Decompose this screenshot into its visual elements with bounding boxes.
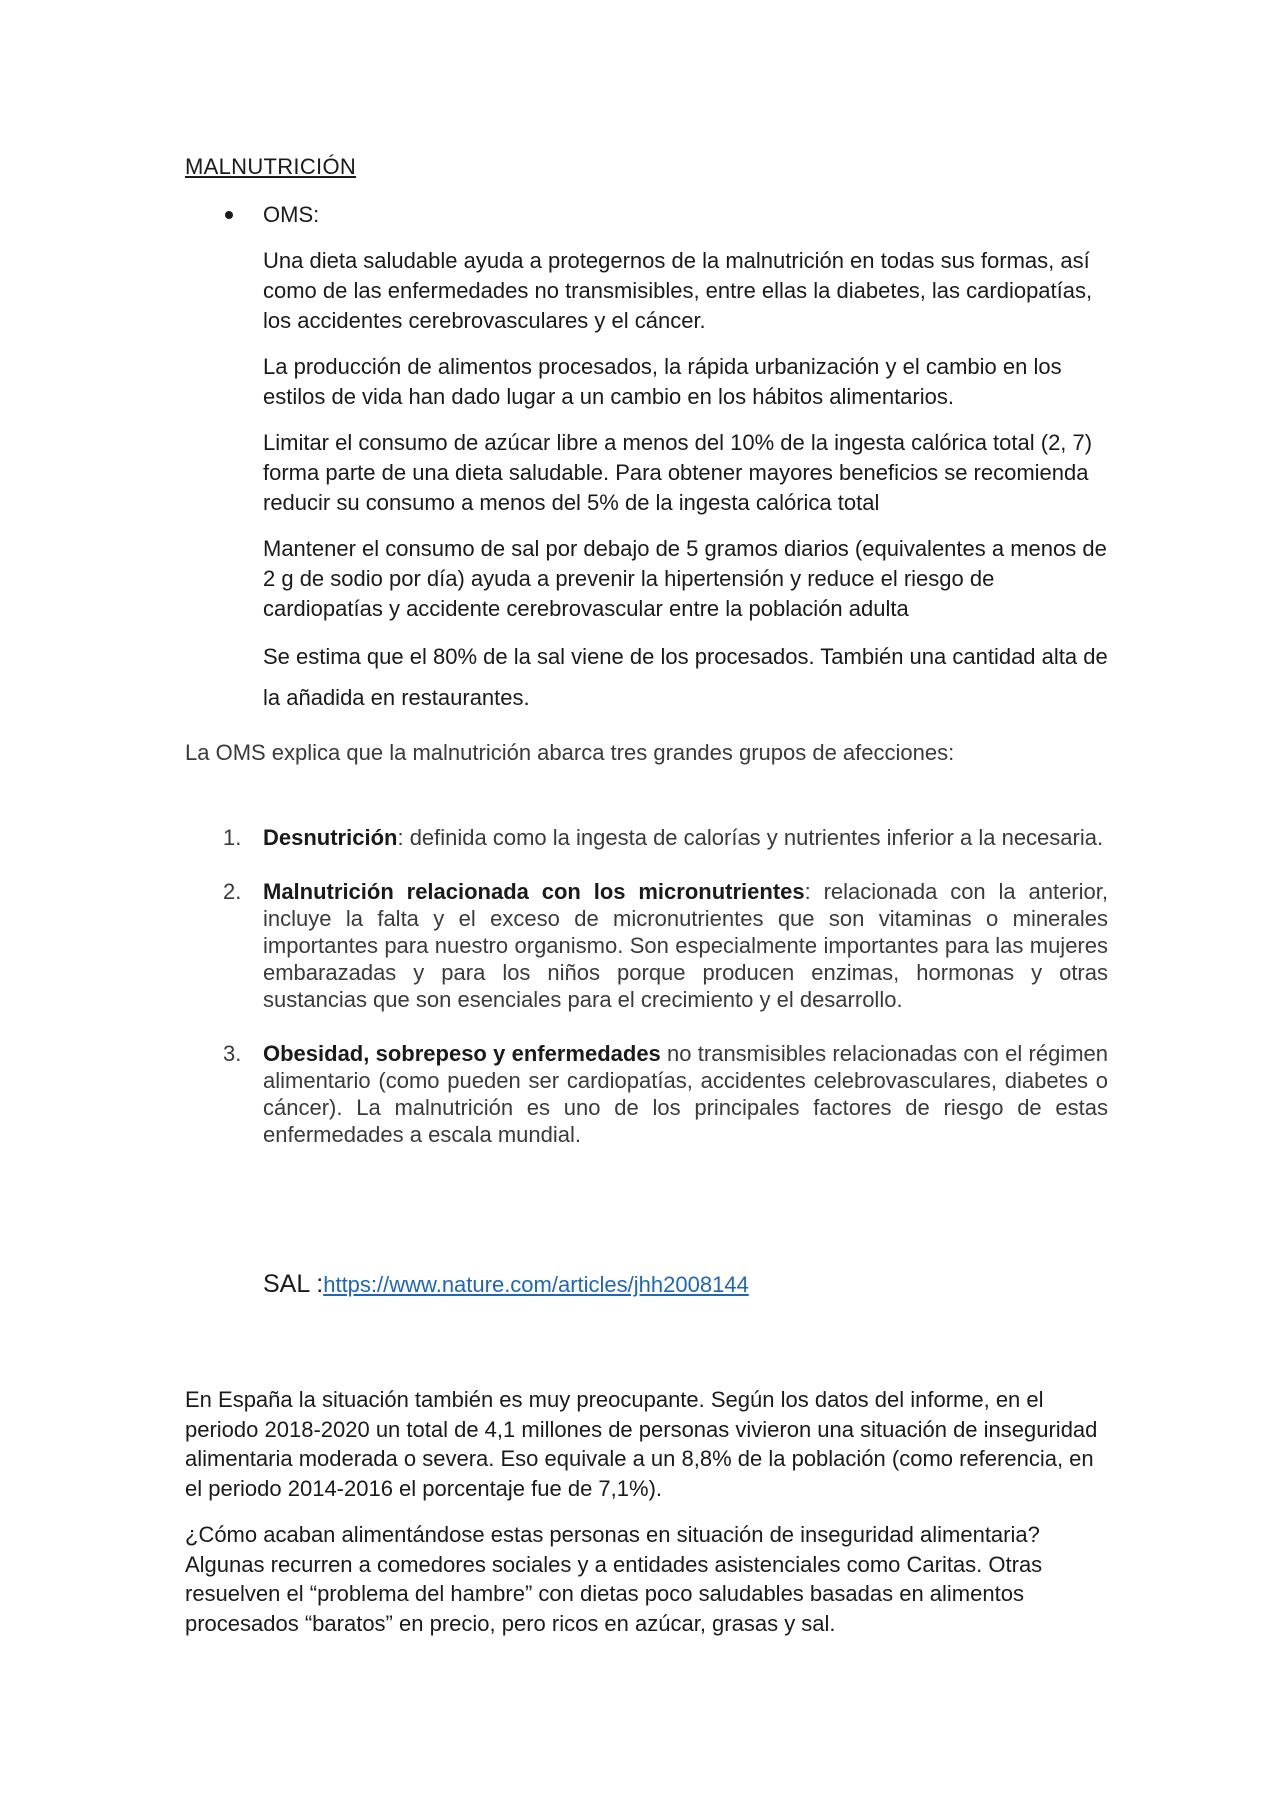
- oms-paragraph: La producción de alimentos procesados, la rápida urbanización y el cambio en los estilos de vida han dado lugar a un cambio en los hábitos alimentarios.: [263, 354, 1062, 409]
- list-item: [185, 1040, 1108, 1148]
- list-item-term: Desnutrición: [263, 825, 398, 850]
- oms-paragraphs: [263, 246, 1108, 734]
- list-number: 2.: [223, 879, 242, 904]
- oms-paragraph: Limitar el consumo de azúcar libre a menos del 10% de la ingesta calórica total (2, 7) forma parte de una dieta saludable. Para obtener mayores beneficios se recomienda reducir su consumo a menos del 5% de la ingesta calórica total: [263, 430, 1093, 515]
- list-item-text: : relacionada con la anterior, incluye la falta y el exceso de micronutrientes que son vitaminas o minerales importantes para nuestro organismo. Son especialmente importantes para las mujeres embarazadas y para los niños porque producen enzimas, hormonas y otras sustancias que son esenciales para el crecimiento y el desarrollo.: [263, 879, 1108, 1012]
- spain-paragraph: En España la situación también es muy preocupante. Según los datos del informe, en el periodo 2018-2020 un total de 4,1 millones de personas vivieron una situación de inseguridad alimentaria moderada o severa. Eso equivale a un 8,8% de la población (como referencia, en el periodo 2014-2016 el porcentaje fue de 7,1%).: [185, 1387, 1098, 1501]
- sal-reference: [263, 1270, 749, 1299]
- oms-paragraph: Una dieta saludable ayuda a protegernos de la malnutrición en todas sus formas, así como de las enfermedades no transmisibles, entre ellas la diabetes, las cardiopatías, los accidentes cerebrovasculares y el cáncer.: [263, 248, 1093, 333]
- spain-section: [185, 1385, 1115, 1655]
- spain-paragraph: ¿Cómo acaban alimentándose estas personas en situación de inseguridad alimentaria? Algunas recurren a comedores sociales y a entidades asistenciales como Caritas. Otras resuelven el “problema del hambre” con dietas poco saludables basadas en alimentos procesados “baratos” en precio, pero ricos en azúcar, grasas y sal.: [185, 1522, 1043, 1636]
- list-number: 3.: [223, 1041, 242, 1066]
- sal-link[interactable]: https://www.nature.com/articles/jhh2008144: [323, 1272, 749, 1297]
- intro-text: La OMS explica que la malnutrición abarca tres grandes grupos de afecciones:: [185, 740, 955, 765]
- list-item: [185, 878, 1108, 1013]
- list-number: 1.: [223, 825, 242, 850]
- bullet-label: OMS:: [263, 202, 320, 227]
- oms-paragraph: Mantener el consumo de sal por debajo de 5 gramos diarios (equivalentes a menos de 2 g de sodio por día) ayuda a prevenir la hipertensión y reduce el riesgo de cardiopatías y accidente cerebrovascular entre la población adulta: [263, 536, 1107, 621]
- list-item-term: Obesidad, sobrepeso y enfermedades: [263, 1041, 661, 1066]
- list-item-term: Malnutrición relacionada con los micronutrientes: [263, 879, 805, 904]
- list-item-text: : definida como la ingesta de calorías y nutrientes inferior a la necesaria.: [397, 825, 1104, 850]
- document-title: MALNUTRICIÓN: [185, 154, 357, 179]
- list-item: [185, 824, 1108, 851]
- numbered-list: [185, 824, 1108, 1175]
- bullet-icon: [225, 211, 233, 219]
- oms-paragraph: Se estima que el 80% de la sal viene de los procesados. También una cantidad alta de la añadida en restaurantes.: [263, 644, 1108, 710]
- list-item-text: no transmisibles relacionadas con el régimen alimentario (como pueden ser cardiopatías, accidentes celebrovasculares, diabetes o cáncer). La malnutrición es uno de los principales factores de riesgo de estas enfermedades a escala mundial.: [263, 1041, 1108, 1147]
- sal-label: SAL :: [263, 1270, 324, 1298]
